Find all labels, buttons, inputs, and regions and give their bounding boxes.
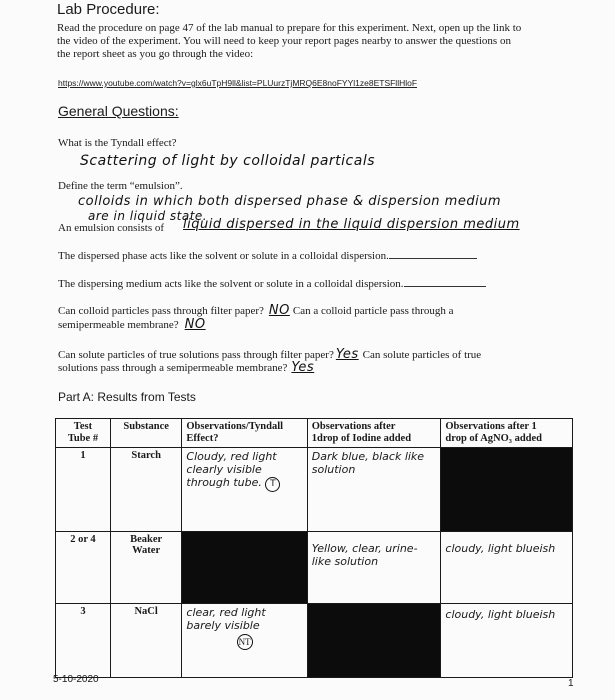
answer-colloid-membrane: NO — [184, 317, 206, 332]
question-dispersed-phase — [58, 248, 477, 262]
cell-tyndall[interactable] — [182, 448, 307, 532]
cell-agno3-text: cloudy, light blueish — [445, 608, 556, 621]
cell-substance — [110, 532, 181, 604]
col-agno3 — [441, 419, 573, 448]
cell-tyndall[interactable] — [182, 604, 307, 678]
col-iodine-line-2: 1drop of Iodine added — [311, 433, 412, 444]
footer-date: 5-10-2020 — [53, 674, 99, 685]
part-a-heading: Part A: Results from Tests — [58, 390, 196, 404]
blank-dispersed-phase[interactable] — [389, 248, 477, 259]
question-colloid-filter-text: Can colloid particles pass through filter paper? — [58, 305, 264, 317]
cell-iodine-text: Yellow, clear, urine-like solution — [311, 542, 418, 568]
cell-tube: 3 — [56, 604, 111, 678]
intro-line-3: the report sheet as you go through the video: — [57, 48, 254, 60]
cell-tube: 1 — [56, 448, 111, 532]
answer-emulsion-consists: liquid dispersed in the liquid dispersion medium — [183, 217, 520, 232]
cell-iodine[interactable] — [307, 532, 441, 604]
cell-tyndall-value: Cloudy, red light clearly visible through tube. — [186, 450, 277, 489]
question-solute-filter-text: Can solute particles of true solutions pass through filter paper? — [58, 349, 334, 361]
col-tyndall-line-2: Effect? — [186, 433, 219, 444]
no-tyndall-mark: NT — [237, 634, 253, 650]
footer-page-number: 1 — [568, 678, 574, 689]
question-colloid-membrane-text-2: semipermeable membrane? — [58, 319, 179, 331]
answer-emulsion-line-2: are in liquid state. — [88, 209, 208, 223]
results-table — [55, 418, 573, 678]
col-agno3-line-2: drop of AgNO₃ added — [445, 433, 542, 444]
cell-tyndall-mark-wrap — [186, 634, 302, 650]
table-row — [56, 604, 573, 678]
col-tyndall-line-1: Observations/Tyndall — [186, 421, 284, 432]
cell-tyndall-text — [186, 450, 302, 492]
question-dispersed-phase-text: The dispersed phase acts like the solvent or solute in a colloidal dispersion. — [58, 250, 389, 262]
cell-agno3[interactable] — [441, 604, 573, 678]
cell-agno3-text: cloudy, light blueish — [445, 542, 556, 555]
cell-tube: 2 or 4 — [56, 532, 111, 604]
general-questions-heading: General Questions: — [58, 103, 179, 119]
question-colloid-filter — [58, 303, 454, 318]
answer-emulsion-line-1: colloids in which both dispersed phase & dispersion medium — [78, 194, 502, 209]
col-agno3-line-1: Observations after 1 — [445, 421, 537, 432]
question-tyndall: What is the Tyndall effect? — [58, 137, 177, 149]
intro-line-2: the video of the experiment. You will need to keep your report pages nearby to answer the questions on — [57, 35, 511, 47]
col-test-tube-line-2: Tube # — [67, 433, 99, 444]
question-solute-membrane-text: Can solute particles of true — [362, 349, 482, 361]
cell-agno3-blocked — [441, 448, 573, 532]
question-dispersing-medium-text: The dispersing medium acts like the solvent or solute in a colloidal dispersion. — [58, 278, 404, 290]
cell-substance: NaCl — [110, 604, 181, 678]
answer-solute-filter: Yes — [335, 347, 359, 362]
table-row — [56, 448, 573, 532]
question-colloid-membrane-text: Can a colloid particle pass through a — [292, 305, 454, 317]
cell-tyndall-text: clear, red light barely visible — [186, 606, 266, 632]
col-substance — [110, 419, 181, 448]
col-iodine — [307, 419, 441, 448]
cell-tyndall-blocked — [182, 532, 307, 604]
col-iodine-line-1: Observations after — [311, 421, 396, 432]
col-test-tube — [56, 419, 111, 448]
blank-dispersing-medium[interactable] — [404, 276, 486, 287]
video-link[interactable]: https://www.youtube.com/watch?v=glx6uTpH9ll&list=PLUurzTjMRQ6E8noFYYl1ze8ETSFllHloF — [58, 78, 418, 88]
question-solute-membrane — [58, 360, 314, 375]
col-test-tube-line-1: Test — [73, 421, 93, 432]
cell-agno3[interactable] — [441, 532, 573, 604]
question-emulsion-consists: An emulsion consists of — [58, 222, 165, 234]
question-dispersing-medium — [58, 276, 486, 290]
cell-substance: Starch — [110, 448, 181, 532]
cell-iodine[interactable] — [307, 448, 441, 532]
question-solute-membrane-text-2: solutions pass through a semipermeable membrane? — [58, 362, 288, 374]
answer-colloid-filter: NO — [268, 303, 290, 318]
question-emulsion: Define the term “emulsion”. — [58, 180, 183, 192]
cell-substance-line-1: Beaker — [130, 534, 163, 545]
tyndall-mark: T — [265, 477, 280, 492]
col-tyndall — [182, 419, 307, 448]
cell-iodine-blocked — [307, 604, 441, 678]
page-title: Lab Procedure: — [57, 1, 160, 18]
answer-tyndall: Scattering of light by colloidal particals — [80, 153, 376, 169]
cell-iodine-text: Dark blue, black like solution — [311, 450, 425, 476]
table-row — [56, 532, 573, 604]
col-substance-label: Substance — [123, 421, 169, 432]
table-header-row — [56, 419, 573, 448]
cell-substance-line-2: Water — [132, 545, 161, 556]
answer-solute-membrane: Yes — [291, 360, 315, 375]
intro-line-1: Read the procedure on page 47 of the lab manual to prepare for this experiment. Next, open up the link to — [57, 22, 522, 34]
question-colloid-membrane — [58, 317, 206, 332]
